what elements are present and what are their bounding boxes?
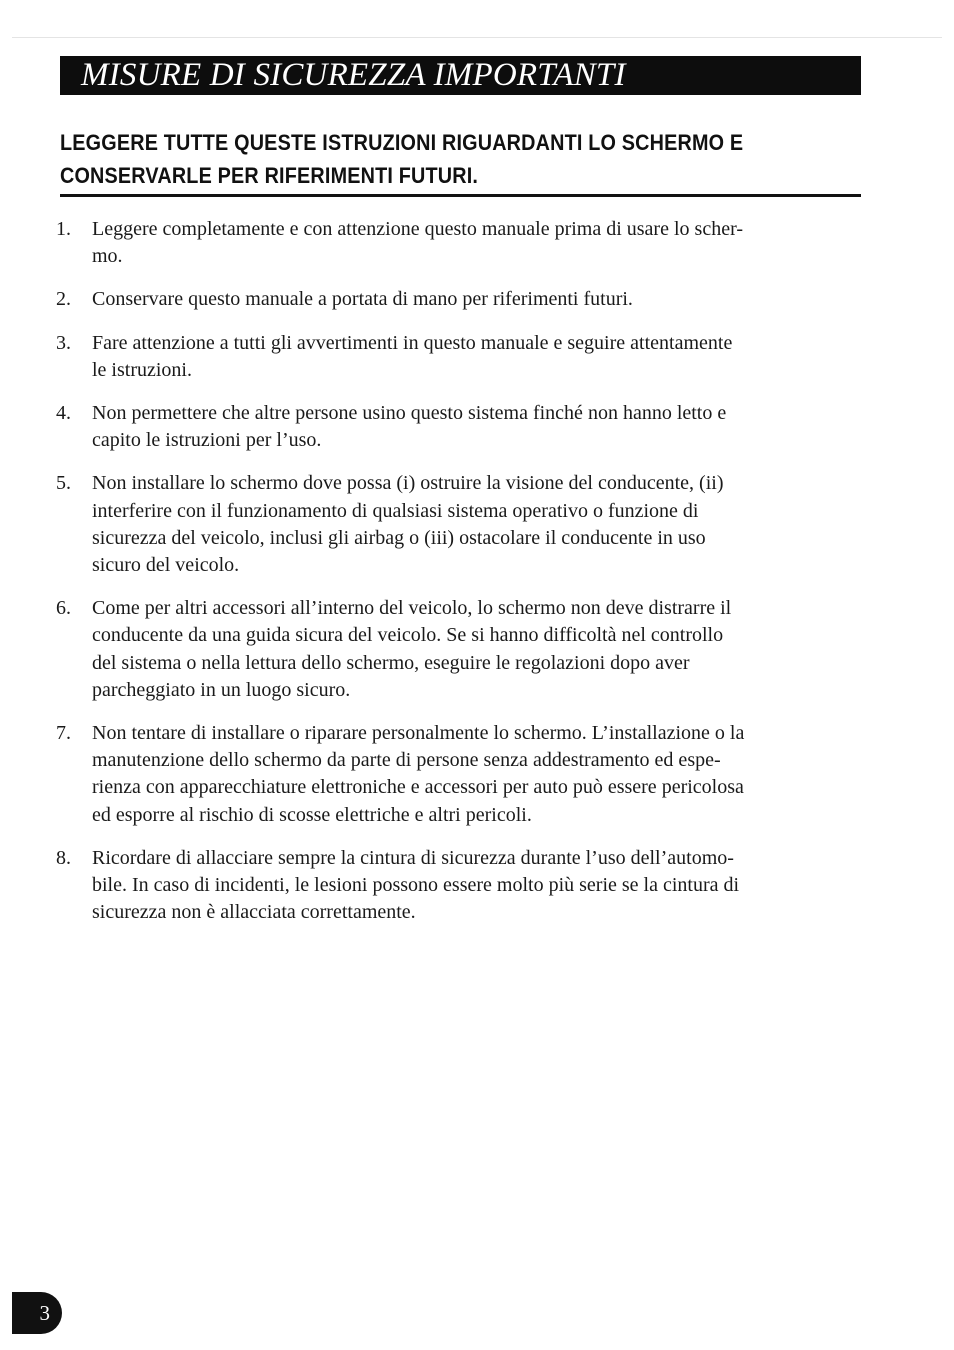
top-divider xyxy=(12,37,942,38)
item-number: 5. xyxy=(56,472,71,495)
subheading xyxy=(60,126,861,192)
list-item xyxy=(56,216,846,270)
section-title: MISURE DI SICUREZZA IMPORTANTI xyxy=(81,57,626,93)
subheading-line-2: CONSERVARLE PER RIFERIMENTI FUTURI. xyxy=(60,163,479,188)
item-number: 7. xyxy=(56,722,71,745)
item-text: Non permettere che altre persone usino questo sistema finché non hanno letto e capito le istruzioni per l’uso. xyxy=(92,402,727,452)
item-number: 2. xyxy=(56,288,71,311)
item-text: Conservare questo manuale a portata di mano per riferimenti futuri. xyxy=(92,288,633,311)
page-number: 3 xyxy=(12,1292,62,1334)
instruction-list xyxy=(56,216,846,942)
item-number: 3. xyxy=(56,331,71,354)
item-text: Non tentare di installare o riparare personalmente lo schermo. L’installazione o la manutenzione dello schermo da parte di persone senza addestramento ed espe- rienza con apparecchiature elettroniche e accessori per auto può essere pericolosa ed esporre al rischio di scosse elettriche e altri pericoli. xyxy=(92,722,745,826)
item-text: Come per altri accessori all’interno del veicolo, lo schermo non deve distrarre il conducente da una guida sicura del veicolo. Se si hanno difficoltà nel controllo del sistema o nella lettura dello schermo, eseguire le regolazioni dopo aver parcheggiato in un luogo sicuro. xyxy=(92,597,732,701)
subheading-line-1: LEGGERE TUTTE QUESTE ISTRUZIONI RIGUARDANTI LO SCHERMO E xyxy=(60,130,744,155)
item-number: 1. xyxy=(56,218,71,240)
item-text: Leggere completamente e con attenzione questo manuale prima di usare lo scher- mo. xyxy=(92,218,743,268)
item-text: Fare attenzione a tutti gli avvertimenti in questo manuale e seguire attentamente le istruzioni. xyxy=(92,331,733,381)
list-item xyxy=(56,720,846,829)
item-number: 8. xyxy=(56,846,71,869)
list-item xyxy=(56,595,846,704)
item-number: 6. xyxy=(56,597,71,620)
section-title-bar xyxy=(60,56,861,95)
list-item xyxy=(56,400,846,454)
item-text: Non installare lo schermo dove possa (i) ostruire la visione del conducente, (ii) interferire con il funzionamento di qualsiasi sistema operativo o funzione di sicurezza del veicolo, inclusi gli airbag o (iii) ostacolare il conducente in uso sicuro del veicolo. xyxy=(92,472,724,577)
list-item xyxy=(56,286,846,313)
item-text: Ricordare di allacciare sempre la cintura di sicurezza durante l’uso dell’automo- bile. In caso di incidenti, le lesioni possono essere molto più serie se la cintura di sicurezza non è allacciata correttamente. xyxy=(92,846,740,924)
subheading-rule xyxy=(60,194,861,197)
list-item xyxy=(56,845,846,927)
list-item xyxy=(56,330,846,384)
list-item xyxy=(56,470,846,579)
item-number: 4. xyxy=(56,402,71,425)
